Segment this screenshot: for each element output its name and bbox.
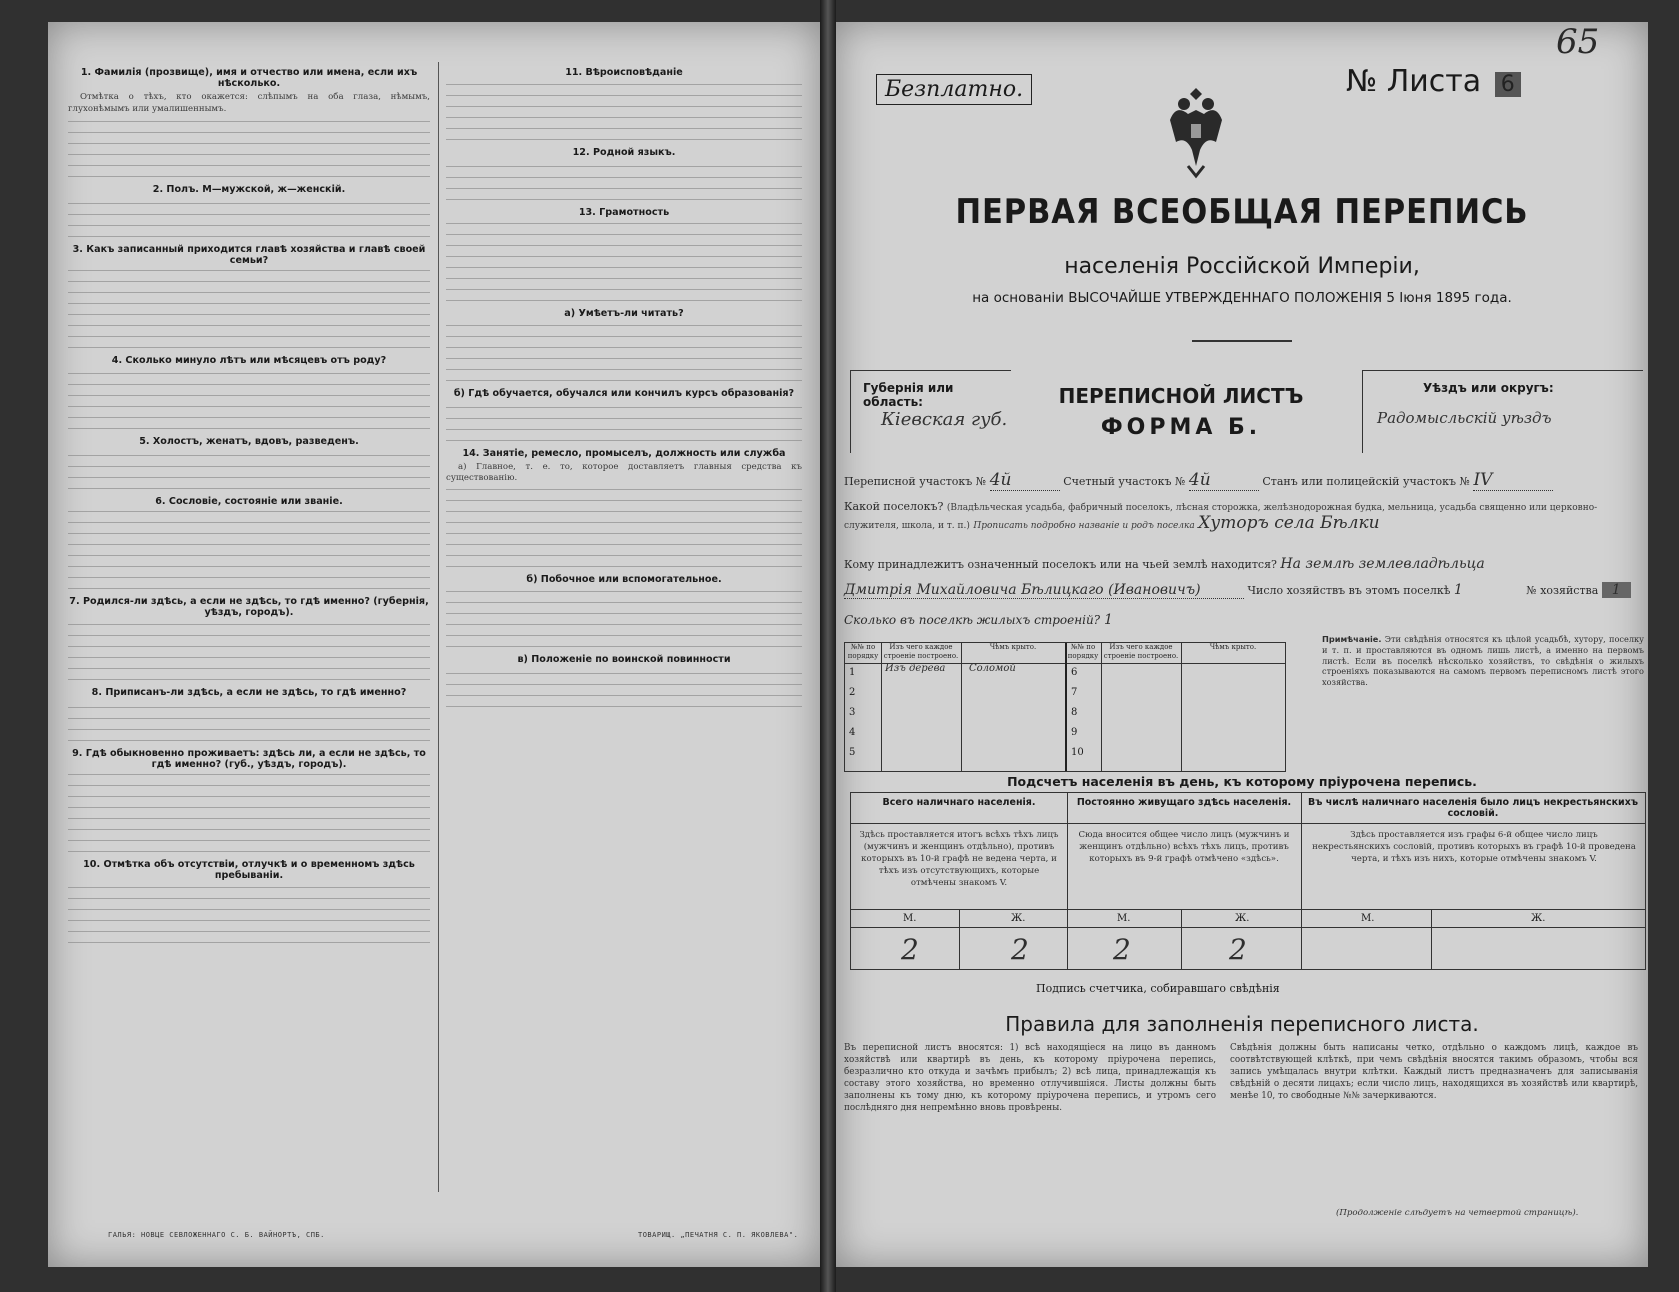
instruction-heading: 11. Вѣроисповѣданіе (565, 67, 683, 78)
instruction-body-lines (446, 162, 802, 202)
instruction-body-lines (68, 622, 430, 682)
households-label: Число хозяйствъ въ этомъ поселкѣ (1247, 584, 1451, 597)
instruction-heading: 8. Приписанъ-ли здѣсь, а если не здѣсь, то гдѣ именно? (91, 687, 407, 699)
rules-heading: Правила для заполненія переписного листа. (1005, 1012, 1479, 1036)
counting-district-label: Счетный участокъ № (1063, 475, 1186, 488)
book-gutter (820, 0, 836, 1292)
owner-label: Кому принадлежитъ означенный поселокъ или на чьей землѣ находится? (844, 558, 1277, 571)
census-district-label: Переписной участокъ № (844, 475, 987, 488)
settlement-value: Хуторъ села Бѣлки (1198, 513, 1380, 533)
continued-note: (Продолженіе слѣдуетъ на четвертой страницѣ). (1336, 1208, 1579, 1218)
total-male-label: М. (903, 913, 917, 924)
permanent-population-desc: Сюда вносится общее число лицъ (мужчинъ и женщинъ отдѣльно) всѣхъ тѣхъ лицъ, противъ которыхъ въ 9-й графѣ отмѣчено «здѣсь». (1078, 830, 1290, 864)
permanent-male-label: М. (1117, 913, 1131, 924)
instruction-body-lines (68, 885, 430, 945)
total-male-value: 2 (901, 933, 919, 966)
dwelling-row-number: 8 (1071, 707, 1078, 718)
total-population-header: Всего наличнаго населенія. (882, 797, 1036, 808)
permanent-female-label: Ж. (1235, 913, 1250, 924)
instruction-heading: б) Побочное или вспомогательное. (526, 573, 722, 585)
instruction-heading: 9. Гдѣ обыкновенно проживаетъ: здѣсь ли, а если не здѣсь, то гдѣ именно? (губ., уѣздъ, городъ). (72, 747, 426, 770)
dwellings-table (844, 642, 1286, 772)
population-count-table (850, 792, 1646, 970)
dwelling-material-value: Изъ дерева (885, 663, 946, 674)
permanent-female-value: 2 (1229, 933, 1247, 966)
instruction-heading: в) Положеніе по воинской повинности (517, 653, 731, 665)
dwelling-row-number: 7 (1071, 687, 1078, 698)
dwellings-roof-header: Чѣмъ крыто. (961, 643, 1065, 664)
permanent-population-header: Постоянно живущаго здѣсь населенія. (1076, 797, 1292, 808)
instruction-heading: 1. Фамилія (прозвище), имя и отчество или имена, если ихъ нѣсколько. (80, 67, 418, 90)
non-peasant-header: Въ числѣ наличнаго населенія было лицъ некрестьянскихъ сословій. (1308, 797, 1638, 819)
instruction-body-lines (446, 323, 802, 383)
form-title: ПЕРЕПИСНОЙ ЛИСТЪ (1058, 384, 1304, 408)
enumerator-signature-label: Подпись счетчика, собиравшаго свѣдѣнія (1036, 982, 1280, 995)
sheet-number-label: № Листа (1346, 64, 1482, 99)
instruction-body-lines (446, 223, 802, 303)
sheet-number (1346, 64, 1521, 99)
left-page-instructions (48, 22, 820, 1267)
double-headed-eagle-icon (1166, 80, 1226, 180)
district-label: Уѣздъ или округъ: (1423, 381, 1554, 395)
dwellings-note (1322, 634, 1644, 688)
page-number: 65 (1556, 22, 1600, 62)
instruction-body-lines (68, 371, 430, 431)
household-number-label: № хозяйства (1526, 584, 1599, 597)
dwelling-row-number: 1 (849, 667, 856, 678)
instruction-body-lines (446, 403, 802, 443)
dwellings-line (844, 612, 1644, 628)
police-district-label: Станъ или полицейскій участокъ № (1262, 475, 1470, 488)
province-box (850, 370, 1011, 453)
instruction-heading: б) Гдѣ обучается, обучался или кончилъ курсъ образованія? (453, 387, 795, 399)
settlement-label: Какой поселокъ? (844, 500, 944, 513)
instruction-text: Отмѣтка о тѣхъ, кто окажется: слѣпымъ на оба глаза, нѣмымъ, глухонѣмымъ или умалишеннымъ. (68, 92, 430, 114)
permanent-male-value: 2 (1113, 933, 1131, 966)
settlement-hint-2: Прописать подробно названіе и родъ поселка (973, 521, 1195, 531)
non-peasant-male-label: М. (1361, 913, 1375, 924)
instruction-body-lines (68, 119, 430, 179)
dwelling-row-number: 5 (849, 747, 856, 758)
instruction-heading: 4. Сколько минуло лѣтъ или мѣсяцевъ отъ роду? (111, 355, 387, 367)
dwellings-label: Сколько въ поселкѣ жилыхъ строеній? (844, 613, 1101, 627)
settlement-line (844, 500, 1640, 533)
dwellings-value: 1 (1103, 612, 1113, 628)
dwellings-roof-header-2: Чѣмъ крыто. (1181, 643, 1285, 664)
note-text: Эти свѣдѣнія относятся къ цѣлой усадьбѣ, хутору, поселку и т. п. и проставляются въ одномъ лишь листѣ, а именно на первомъ листѣ. Если въ поселкѣ нѣсколько хозяйствъ, то свѣдѣнія о жилыхъ строеніяхъ показываются на самомъ первомъ переписномъ листѣ этого хозяйства. (1322, 634, 1644, 688)
district-box (1362, 370, 1643, 453)
dwellings-num-header: №№ по порядку (845, 643, 881, 664)
instruction-heading: 7. Родился-ли здѣсь, а если не здѣсь, то гдѣ именно? (губернія, уѣздъ, городъ). (69, 596, 429, 619)
dwelling-row-number: 2 (849, 687, 856, 698)
owner-value-1: На землѣ землевладѣльца (1280, 556, 1485, 572)
document-title: ПЕРВАЯ ВСЕОБЩАЯ ПЕРЕПИСЬ (955, 192, 1529, 232)
form-name: ФОРМА Б. (1100, 415, 1262, 440)
dwelling-row-number: 3 (849, 707, 856, 718)
total-female-label: Ж. (1011, 913, 1026, 924)
instruction-heading: 6. Сословіе, состояніе или званіе. (155, 495, 343, 507)
rules-text-right: Свѣдѣнія должны быть написаны четко, отдѣльно о каждомъ лицѣ, каждое въ соотвѣтствующей клѣткѣ, при чемъ свѣдѣнія вносятся такимъ образомъ, чтобы вся запись умѣщалась внутри клѣтки. Каждый листъ предназначенъ для записыванія свѣдѣній о десяти лицахъ; если число лицъ, находящихся въ хозяйствѣ или квартирѣ, менѣе 10, то свободные №№ зачеркиваются. (1230, 1043, 1638, 1101)
divider (1192, 340, 1292, 342)
sheet-number-value: 6 (1495, 72, 1521, 97)
census-district-value: 4й (990, 470, 1060, 491)
instruction-heading: 14. Занятіе, ремесло, промыселъ, должность или служба (462, 448, 786, 460)
instruction-body-lines (446, 669, 802, 709)
note-label: Примѣчаніе. (1322, 634, 1382, 644)
instruction-body-lines (446, 82, 802, 142)
dwellings-num-header-2: №№ по порядку (1065, 643, 1101, 664)
dwellings-material-header-2: Изъ чего каждое строеніе построено. (1101, 643, 1181, 664)
instructions-column-2 (446, 62, 802, 713)
households-value: 1 (1453, 582, 1463, 598)
dwelling-row-number: 6 (1071, 667, 1078, 678)
document-subtitle: населенія Россійской Имперіи, (1064, 254, 1420, 279)
right-page-census-form (836, 22, 1648, 1267)
instruction-body-lines (68, 774, 430, 854)
printer-imprint-right: ТОВАРИЩ. „ПЕЧАТНЯ С. П. ЯКОВЛЕВА". (638, 1231, 799, 1239)
instruction-body-lines (446, 489, 802, 569)
province-value: Кіевская губ. (881, 409, 1008, 430)
settlement-hint: (Владѣльческая усадьба, фабричный поселокъ, лѣсная сторожка, желѣзнодорожная будка, мельница, усадьба священно или церковно-служителя, школа, и т. п.) (844, 503, 1598, 531)
counting-district-value: 4й (1189, 470, 1259, 491)
instruction-heading: а) Умѣетъ-ли читать? (564, 307, 684, 319)
dwelling-row-number: 9 (1071, 727, 1078, 738)
instruction-heading: 5. Холостъ, женатъ, вдовъ, разведенъ. (139, 435, 359, 447)
instruction-body-lines (68, 703, 430, 743)
instruction-heading: 2. Полъ. М—мужской, ж—женскій. (152, 183, 346, 195)
police-district-value: IV (1473, 470, 1553, 491)
rules-text-left: Въ переписной листъ вносятся: 1) всѣ находящіеся на лицо въ данномъ хозяйствѣ или квартирѣ въ день, къ которому пріурочена перепись, безразлично кто откуда и зачѣмъ прибылъ; 2) всѣ лица, принадлежащія къ составу этого хозяйства, но временно отлучившіяся. Листы должны быть заполнены къ тому дню, къ которому пріурочена перепись, и утромъ сего послѣдняго дня непремѣнно вновь провѣрены. (844, 1043, 1216, 1113)
owner-value-2: Дмитрія Михайловича Бѣлицкаго (Ивановичъ) (844, 582, 1244, 599)
non-peasant-desc: Здѣсь проставляется изъ графы 6-й общее число лицъ некрестьянскихъ сословій, противъ которыхъ въ графѣ 10-й проведена черта, и тѣхъ изъ нихъ, которые отмѣчены знакомъ V. (1312, 830, 1636, 864)
instruction-text: а) Главное, т. е. то, которое доставляетъ главныя средства къ существованію. (446, 462, 802, 484)
household-number-value: 1 (1602, 582, 1631, 598)
total-population-desc: Здѣсь проставляется итогъ всѣхъ тѣхъ лицъ (мужчинъ и женщинъ отдѣльно), противъ которыхъ въ 10-й графѣ не ведена черта, и тѣхъ изъ отсутствующихъ, которые отмѣчены знакомъ V. (859, 830, 1059, 888)
total-female-value: 2 (1011, 933, 1029, 966)
population-count-heading: Подсчетъ населенія въ день, къ которому пріурочена перепись. (1007, 774, 1477, 789)
instruction-heading: 3. Какъ записанный приходится главѣ хозяйства и главѣ своей семьи? (72, 244, 426, 267)
owner-line-2 (844, 582, 1644, 599)
dwelling-row-number: 10 (1071, 747, 1084, 758)
instruction-heading: 10. Отмѣтка объ отсутствіи, отлучкѣ и о временномъ здѣсь пребываніи. (83, 859, 415, 882)
column-divider (438, 62, 439, 1192)
instruction-body-lines (446, 589, 802, 649)
printer-imprint-left: ГАЛЬЯ: НОВЦЕ СЕВЛОЖЕННАГО С. Б. ВАЙНОРТЪ, СПБ. (108, 1231, 325, 1239)
instruction-body-lines (68, 270, 430, 350)
dwelling-roof-value: Соломой (969, 663, 1016, 674)
instruction-body-lines (68, 451, 430, 491)
dwellings-material-header: Изъ чего каждое строеніе построено. (881, 643, 961, 664)
instruction-body-lines (68, 199, 430, 239)
district-numbers-line (844, 470, 1644, 491)
dwelling-row-number: 4 (849, 727, 856, 738)
free-of-charge-label: Безплатно. (876, 74, 1032, 105)
province-label: Губернія или область: (863, 381, 954, 409)
instruction-body-lines (68, 511, 430, 591)
instruction-heading: 13. Грамотность (578, 207, 670, 219)
owner-line (844, 556, 1644, 572)
instruction-heading: 12. Родной языкъ. (572, 147, 676, 159)
instructions-column-1 (68, 62, 430, 949)
district-value: Радомысльскій уѣздъ (1377, 409, 1552, 427)
legal-basis: на основаніи ВЫСОЧАЙШЕ УТВЕРЖДЕННАГО ПОЛОЖЕНІЯ 5 Іюня 1895 года. (972, 290, 1512, 306)
non-peasant-female-label: Ж. (1531, 913, 1546, 924)
